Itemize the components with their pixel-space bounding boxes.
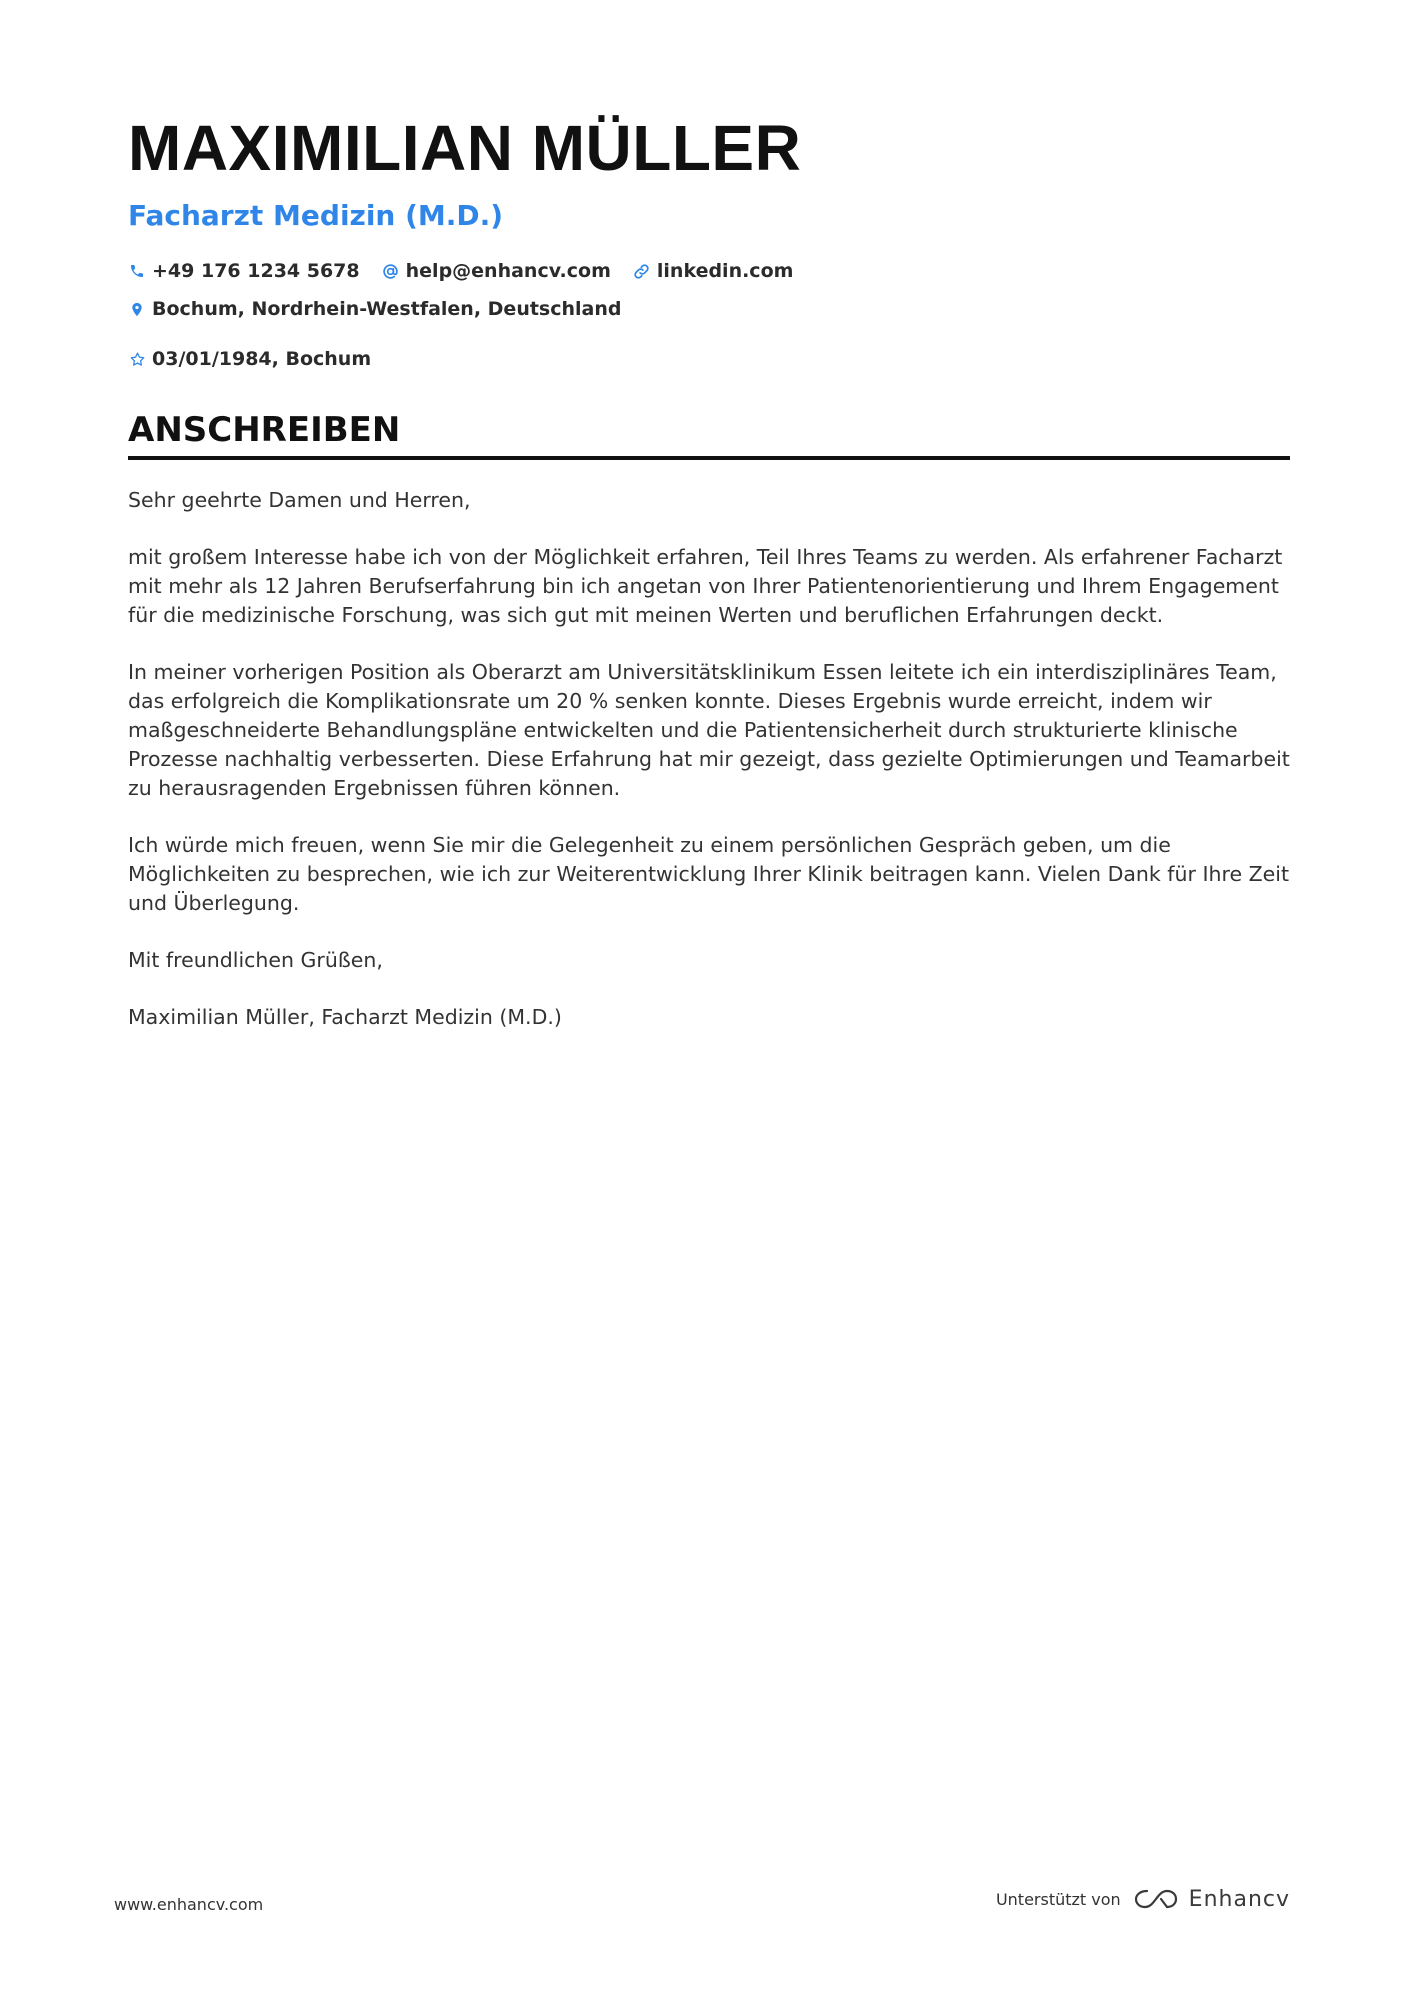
contact-location-text: Bochum, Nordrhein-Westfalen, Deutschland bbox=[152, 298, 622, 320]
header bbox=[128, 108, 1290, 372]
letter-signature: Maximilian Müller, Facharzt Medizin (M.D.) bbox=[128, 1005, 562, 1029]
phone-icon bbox=[128, 262, 146, 280]
footer-branding bbox=[996, 1886, 1290, 1912]
letter-salutation: Sehr geehrte Damen und Herren, bbox=[128, 488, 471, 512]
letter-paragraph: Ich würde mich freuen, wenn Sie mir die Gelegenheit zu einem persönlichen Gespräch geben, um die Möglichkeiten zu besprechen, wie ich zur Weiterentwicklung Ihrer Klinik beitragen kann. Vielen Dank für Ihre Zeit und Überlegung. bbox=[128, 833, 1289, 915]
contact-phone bbox=[128, 258, 360, 284]
applicant-title: Facharzt Medizin (M.D.) bbox=[128, 199, 504, 232]
brand-name: Enhancv bbox=[1188, 1886, 1290, 1912]
contact-linkedin[interactable] bbox=[633, 258, 794, 284]
letter-paragraph: In meiner vorherigen Position als Oberarzt am Universitätsklinikum Essen leitete ich ein interdisziplinäres Team, das erfolgreich die Komplikationsrate um 20 % senken konnte. Dieses Ergebnis wurde erreicht, indem wir maßgeschneiderte Behandlungspläne entwickelten und die Patientensicherheit durch strukturierte klinische Prozesse nachhaltig verbesserten. Diese Erfahrung hat mir gezeigt, dass gezielte Optimierungen und Teamarbeit zu herausragenden Ergebnissen führen können. bbox=[128, 660, 1290, 800]
section-divider bbox=[128, 456, 1290, 460]
contact-list bbox=[128, 258, 1290, 372]
footer-website[interactable]: www.enhancv.com bbox=[114, 1895, 264, 1914]
location-pin-icon bbox=[128, 300, 146, 318]
powered-by-text: Unterstützt von bbox=[995, 1889, 1121, 1909]
contact-birth bbox=[128, 346, 371, 372]
contact-location bbox=[128, 296, 622, 322]
contact-email[interactable] bbox=[382, 258, 611, 284]
link-icon bbox=[633, 262, 651, 280]
contact-birth-text: 03/01/1984, Bochum bbox=[152, 348, 372, 370]
letter-paragraph: mit großem Interesse habe ich von der Möglichkeit erfahren, Teil Ihres Teams zu werden. Als erfahrener Facharzt mit mehr als 12 Jahren Berufserfahrung bin ich angetan von Ihrer Patientenorientierung und Ihrem Engagement für die medizinische Forschung, was sich gut mit meinen Werten und beruflichen Erfahrungen deckt. bbox=[128, 545, 1283, 627]
letter-body bbox=[128, 486, 1290, 1032]
applicant-name: MAXIMILIAN MÜLLER bbox=[128, 112, 802, 184]
section-title: ANSCHREIBEN bbox=[128, 410, 401, 450]
letter-closing: Mit freundlichen Grüßen, bbox=[128, 948, 383, 972]
cover-letter-section bbox=[128, 408, 1290, 1060]
star-icon bbox=[128, 350, 146, 368]
contact-email-text[interactable]: help@enhancv.com bbox=[405, 260, 611, 282]
at-icon bbox=[382, 262, 400, 280]
enhancv-logo-icon bbox=[1133, 1886, 1179, 1912]
contact-linkedin-text[interactable]: linkedin.com bbox=[656, 260, 794, 282]
contact-phone-text: +49 176 1234 5678 bbox=[152, 260, 360, 282]
